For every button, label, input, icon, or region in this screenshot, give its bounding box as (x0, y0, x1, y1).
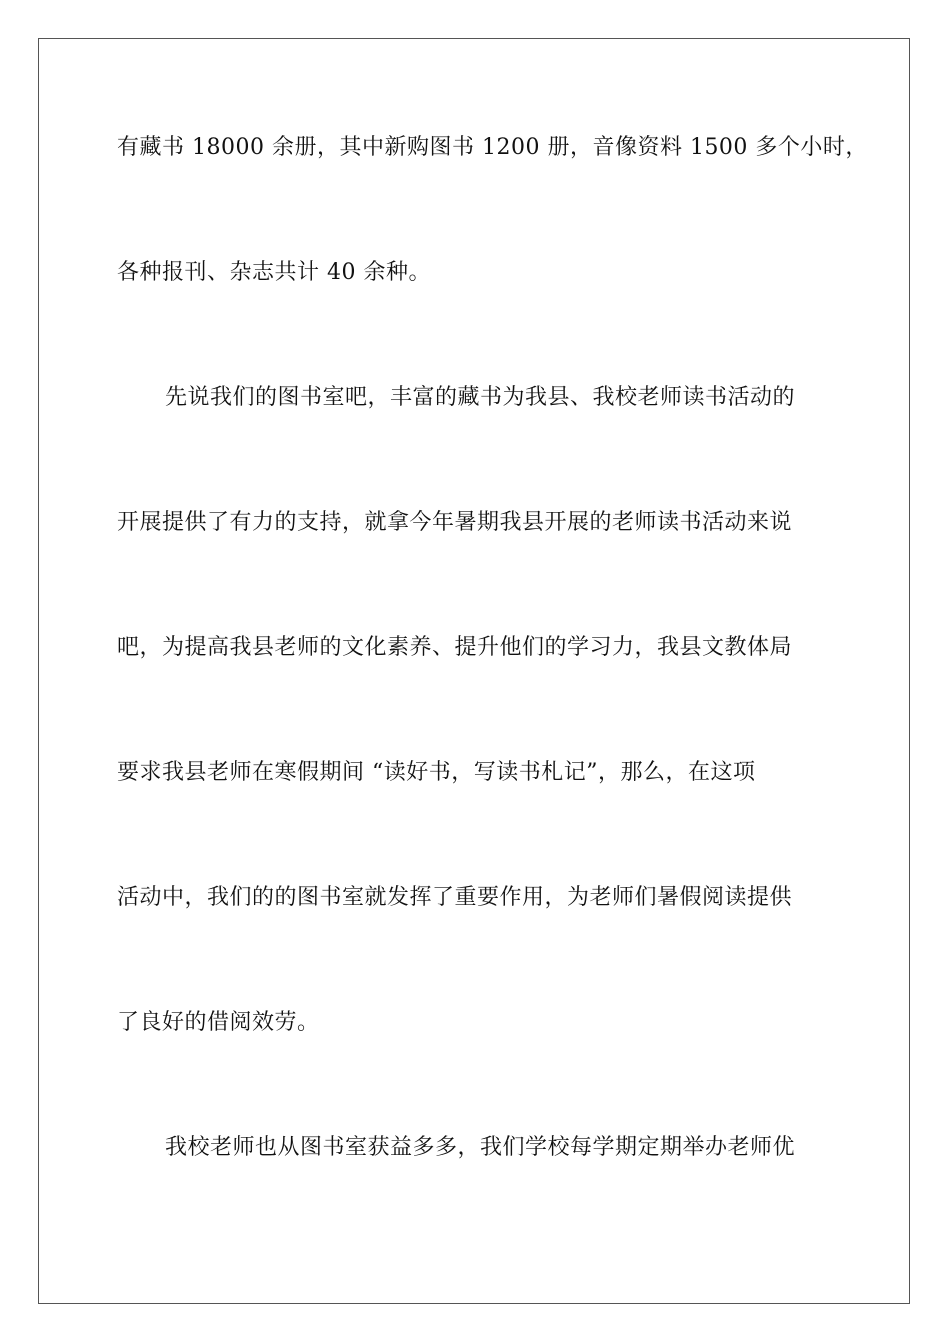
body-text-line: 吧，为提高我县老师的文化素养、提升他们的学习力，我县文教体局 (117, 635, 793, 660)
paragraph-start-line: 我校老师也从图书室获益多多，我们学校每学期定期举办老师优 (165, 1135, 796, 1160)
body-text-line: 了良好的借阅效劳。 (117, 1010, 320, 1035)
body-text-line: 有藏书 18000 余册，其中新购图书 1200 册，音像资料 1500 多个小时， (117, 135, 868, 160)
page-border (38, 38, 910, 1304)
body-text-line: 要求我县老师在寒假期间 “读好书，写读书札记”，那么，在这项 (117, 760, 756, 785)
body-text-line: 活动中，我们的的图书室就发挥了重要作用，为老师们暑假阅读提供 (117, 885, 793, 910)
paragraph-start-line: 先说我们的图书室吧，丰富的藏书为我县、我校老师读书活动的 (165, 385, 796, 410)
body-text-line: 各种报刊、杂志共计 40 余种。 (117, 260, 431, 285)
body-text-line: 开展提供了有力的支持，就拿今年暑期我县开展的老师读书活动来说 (117, 510, 793, 535)
